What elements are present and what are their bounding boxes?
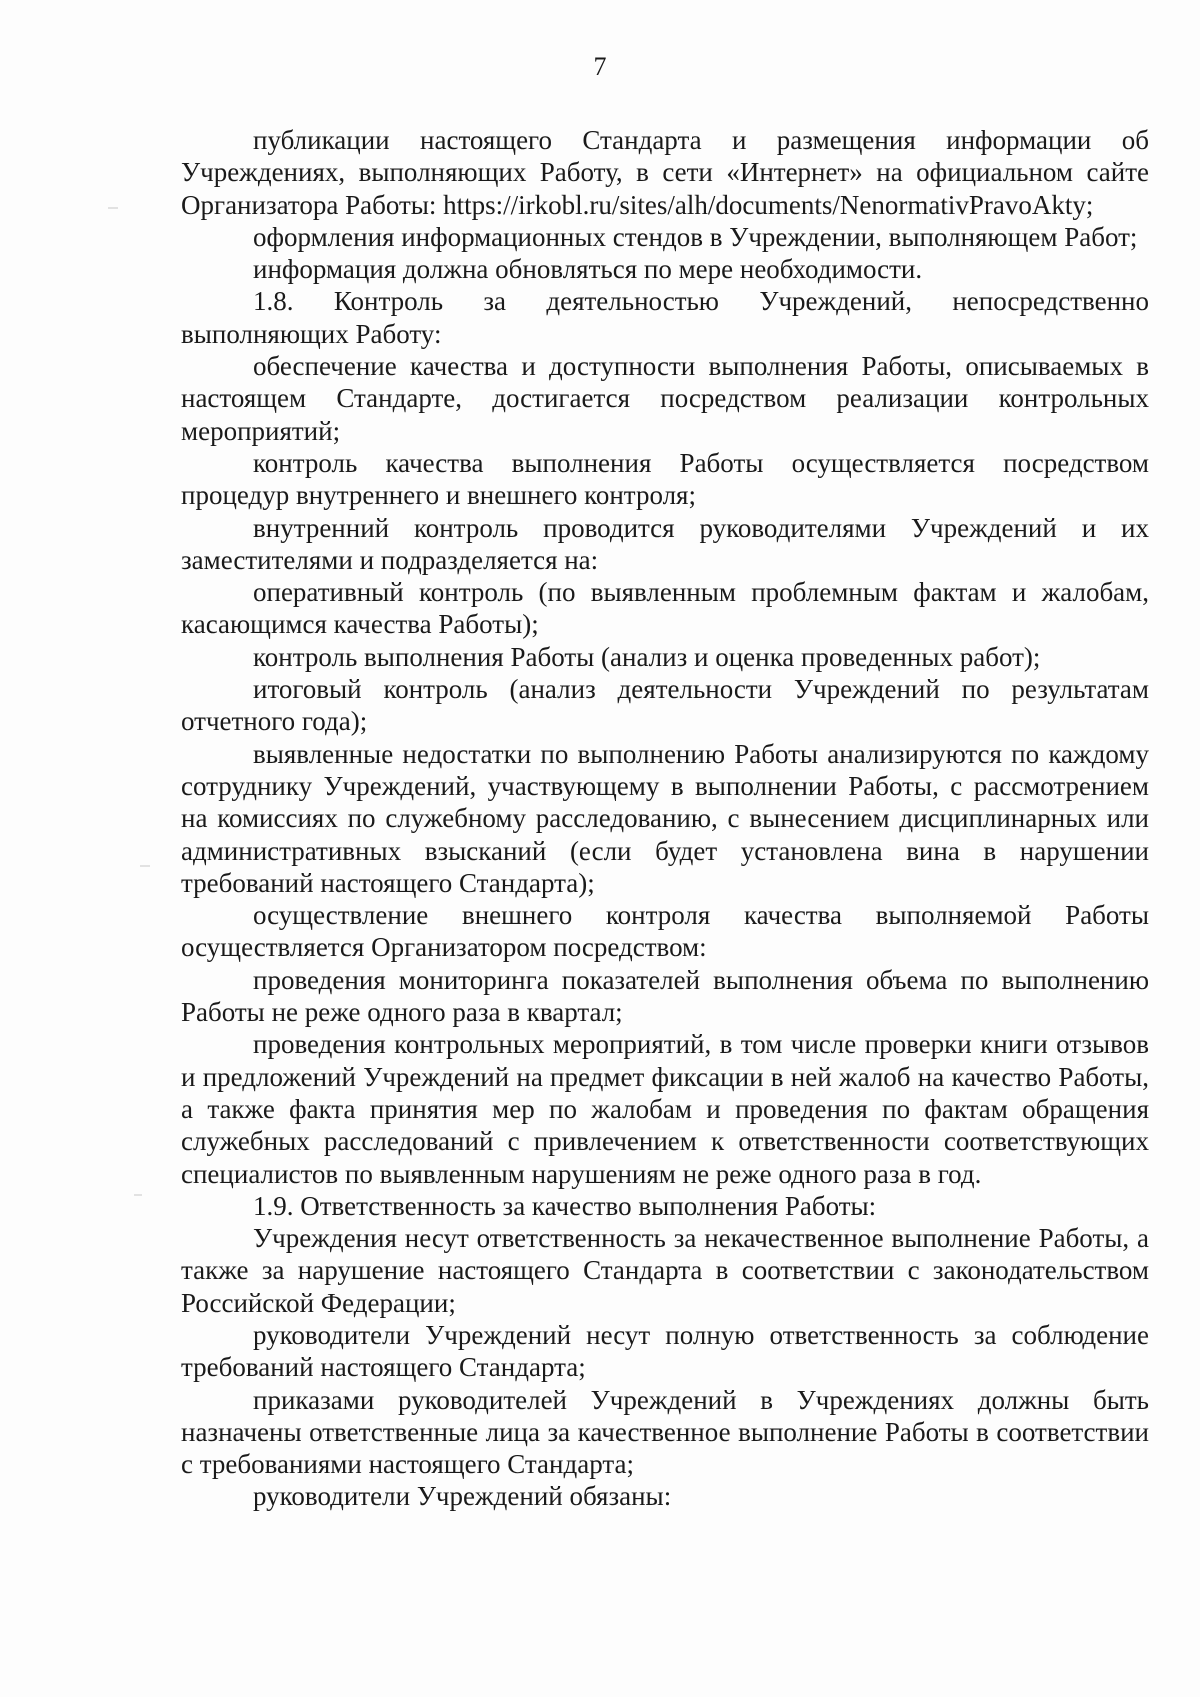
paragraph: выявленные недостатки по выполнению Работы анализируются по каждому сотруднику Учреждений, участвующему в выполнении Работы, с рассмотрением на комиссиях по служебному расследованию, с вынесением дисциплинарных или административных взысканий (если будет установлена вина в нарушении требований настоящего Стандарта);: [181, 738, 1149, 898]
paragraph: 1.9. Ответственность за качество выполнения Работы:: [253, 1190, 877, 1221]
paragraph: 1.8. Контроль за деятельностью Учреждений, непосредственно выполняющих Работу:: [181, 286, 1149, 349]
document-body: [181, 124, 1149, 1513]
paragraph: внутренний контроль проводится руководителями Учреждений и их заместителями и подразделяется на:: [181, 512, 1149, 575]
paragraph: контроль качества выполнения Работы осуществляется посредством процедур внутреннего и внешнего контроля;: [181, 447, 1149, 511]
paragraph: проведения мониторинга показателей выполнения объема по выполнению Работы не реже одного раза в квартал;: [181, 964, 1149, 1028]
paragraph: Учреждения несут ответственность за некачественное выполнение Работы, а также за нарушение настоящего Стандарта в соответствии с законодательством Российской Федерации;: [181, 1223, 1149, 1318]
paragraph: руководители Учреждений несут полную ответственность за соблюдение требований настоящего Стандарта;: [181, 1319, 1149, 1383]
paragraph: обеспечение качества и доступности выполнения Работы, описываемых в настоящем Стандарте, достигается посредством реализации контрольных мероприятий;: [181, 351, 1149, 446]
paragraph: руководители Учреждений обязаны:: [253, 1481, 672, 1512]
paragraph: контроль выполнения Работы (анализ и оценка проведенных работ);: [253, 641, 1041, 672]
page-number: 7: [593, 52, 607, 81]
paragraph: оперативный контроль (по выявленным проблемным фактам и жалобам, касающимся качества Работы);: [181, 577, 1149, 640]
paragraph: итоговый контроль (анализ деятельности Учреждений по результатам отчетного года);: [181, 674, 1149, 737]
paragraph: оформления информационных стендов в Учреждении, выполняющем Работ;: [253, 221, 1138, 252]
paragraph: осуществление внешнего контроля качества выполняемой Работы осуществляется Организатором посредством:: [181, 900, 1149, 963]
paragraph: проведения контрольных мероприятий, в том числе проверки книги отзывов и предложений Учреждений на предмет фиксации в ней жалоб на качество Работы, а также факта принятия мер по жалобам и проведения по фактам обращения служебных расследований с привлечением к ответственности соответствующих специалистов по выявленным нарушениям не реже одного раза в год.: [181, 1029, 1149, 1189]
paragraph: приказами руководителей Учреждений в Учреждениях должны быть назначены ответственные лица за качественное выполнение Работы в соответствии с требованиями настоящего Стандарта;: [181, 1384, 1149, 1480]
paragraph: информация должна обновляться по мере необходимости.: [253, 254, 923, 285]
paragraph: публикации настоящего Стандарта и размещения информации об Учреждениях, выполняющих Работу, в сети «Интернет» на официальном сайте Организатора Работы: https://irkobl.ru/sites/alh/documents/NenormativPravoAkty;: [181, 125, 1149, 220]
